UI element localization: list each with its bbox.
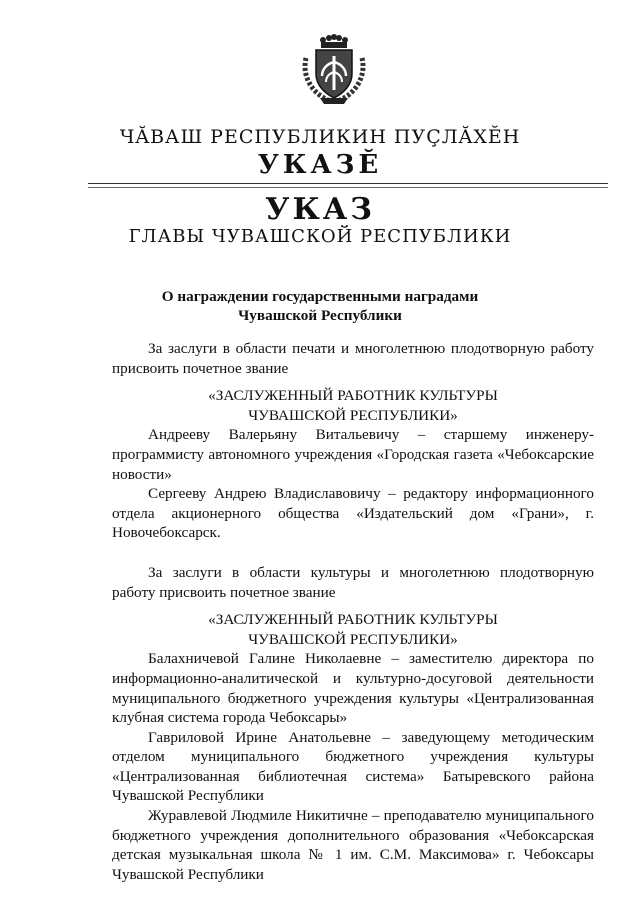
coat-of-arms-icon [296, 30, 372, 106]
title-line-1: О награждении государственными наградами [161, 288, 479, 305]
document-title [0, 287, 640, 325]
chuvash-ukaze-heading: УКАЗĔ [257, 150, 383, 180]
section2-intro: За заслуги в области культуры и многолетнюю плодотворную работу присвоить почетное звание [112, 563, 594, 601]
header-divider-thin [88, 187, 608, 188]
russian-ukaz-heading: УКАЗ [265, 192, 375, 227]
section2-person-2: Гавриловой Ирине Анатольевне – заведующему методическим отделом муниципального бюджетного учреждения культуры «Централизованная библиотечная система» Батыревского района Чувашской Республики [112, 728, 594, 805]
document-body [112, 339, 594, 884]
section1-award-line-2: ЧУВАШСКОЙ РЕСПУБЛИКИ» [248, 406, 458, 424]
section1-person-1: Андрееву Валерьяну Витальевичу – старшему инженеру-программисту автономного учреждения «Городская газета «Чебоксарские новости» [112, 426, 594, 483]
section1-intro: За заслуги в области печати и многолетнюю плодотворную работу присвоить почетное звание [112, 340, 594, 377]
title-line-2: Чувашской Республики [238, 307, 402, 324]
header-divider [88, 183, 608, 184]
section2-person-1: Балахничевой Галине Николаевне – заместителю директора по информационно-аналитической и культурно-досуговой деятельности муниципального бюджетного учреждения культуры «Централизованная клубная система города Чебоксары» [112, 650, 594, 727]
section2-award-title [112, 610, 594, 649]
section2-award-line-1: «ЗАСЛУЖЕННЫЙ РАБОТНИК КУЛЬТУРЫ [208, 611, 498, 629]
section1-person-2: Сергееву Андрею Владиславовичу – редактору информационного отдела акционерного общества «Издательский дом «Грани», г. Новочебоксарск. [112, 485, 594, 542]
section2-person-3: Журавлевой Людмиле Никитичне – преподавателю муниципального бюджетного учреждения дополнительного образования «Чебоксарская детская музыкальная школа № 1 им. С.М. Максимова» г. Чебоксары Чувашской Республики [112, 807, 594, 883]
section1-award-title [112, 386, 594, 425]
chuvash-header-line: ЧĂВАШ РЕСПУБЛИКИН ПУҪЛĂХĔН [119, 126, 521, 148]
section2-award-line-2: ЧУВАШСКОЙ РЕСПУБЛИКИ» [248, 630, 458, 648]
russian-glavy-heading: ГЛАВЫ ЧУВАШСКОЙ РЕСПУБЛИКИ [128, 226, 512, 247]
section1-award-line-1: «ЗАСЛУЖЕННЫЙ РАБОТНИК КУЛЬТУРЫ [208, 387, 498, 405]
